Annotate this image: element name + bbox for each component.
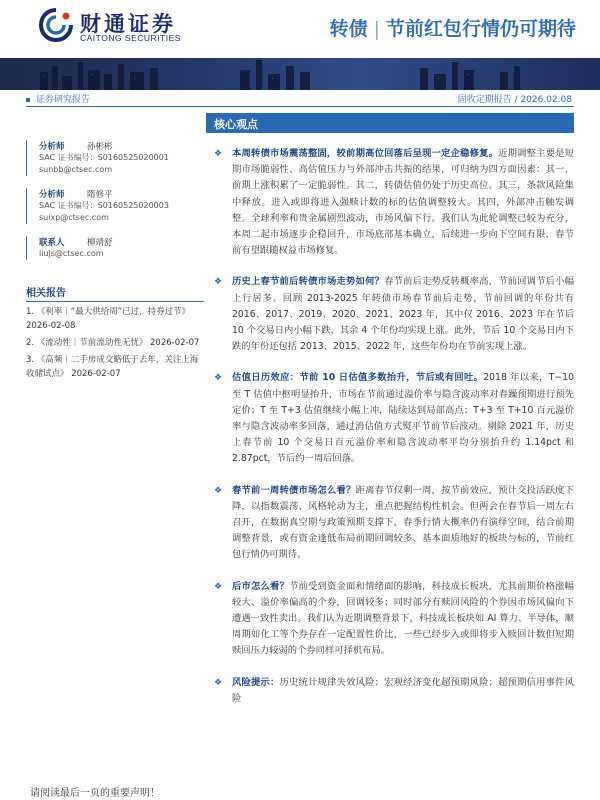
title-separator: |	[373, 18, 380, 40]
paragraph-lead: 估值日历效应：节前 10 日估值多数抬升，节后或有回吐。	[232, 372, 484, 384]
core-views-body	[214, 146, 574, 722]
diamond-bullet-icon: ❖	[214, 677, 223, 688]
skyline-icon	[0, 58, 600, 90]
core-views-header	[206, 113, 574, 133]
analyst-role: 分析师	[39, 190, 65, 200]
report-type: 证券研究报告	[26, 92, 90, 105]
disclaimer-note: 请阅读最后一页的重要声明！	[30, 788, 160, 799]
paragraph-text: 春节前后走势反转概率高，节前回调节后小幅上行居多。回顾 2013-2025 年转债市场春节前后走势，节前回调的年份共有 2016、2017、2019、2020、2021、2023 年，其中仅 2016、2023 年在节后 10 个交易日内小幅下跌，其余 4 个年份均实现上涨。此外，节后 10 个交易日内下跌的年份还包括 2013、2015、2022 年，这些年份均在节前实现上涨。	[232, 276, 574, 353]
report-info: 固收定期报告 / 2026.02.08	[457, 95, 572, 105]
diamond-bullet-icon: ❖	[214, 149, 223, 159]
diamond-bullet-icon: ❖	[214, 277, 223, 288]
paragraph-text: 历史统计规律失效风险；宏观经济变化超预期风险；超预期信用事件风险	[232, 676, 574, 704]
view-paragraph	[214, 579, 574, 660]
report-subbar	[0, 92, 600, 106]
diamond-bullet-icon: ❖	[214, 581, 223, 592]
contact-name: 柳靖舒	[87, 238, 113, 248]
contact-role: 联系人	[39, 238, 65, 248]
view-paragraph	[214, 483, 574, 564]
diamond-bullet-icon: ❖	[214, 373, 223, 384]
report-header	[0, 0, 600, 108]
analyst-role: 分析师	[39, 142, 65, 152]
view-paragraph	[214, 274, 574, 355]
paragraph-text: 节前受到资金面和情绪面的影响，科技成长板块，尤其前期价格涨幅较大、溢价率偏高的个券，回调较多；同时部分有赎回风险的个券因市场风偏向下遭遇一致性卖出。我们认为近期调整背景下，科技成长板块如 AI 算力、半导体，顺周期如化工等个券存在一定配置性价比，一些已经步入或即将步入赎回计数但短期赎回压力较弱的个券同样可择机布局。	[232, 580, 574, 657]
analyst-cert: SAC 证书编号：S0160525020001	[39, 153, 169, 162]
analyst-name: 隋修平	[87, 190, 113, 200]
report-title	[330, 14, 576, 41]
title-main: 节前红包行情仍可期待	[385, 18, 576, 40]
logo-chinese: 财通证券	[80, 12, 176, 36]
city-banner	[0, 58, 600, 90]
title-category: 转债	[329, 18, 368, 40]
related-report-link[interactable]: 1. 《利率｜“最大供给周”已过，持券过节》 2026-02-08	[26, 307, 191, 331]
paragraph-lead: 风险提示：	[232, 676, 280, 688]
paragraph-text: 距离春节仅剩一周，按节前效应，预计交投活跃度下降，以指数震荡、风格轮动为主，重点把握结构性机会。但两会在春节后一周左右召开，在数据真空期与政策预期支撑下，春季行情大概率仍有演绎空间，结合前期调整背景，或有资金逢低布局前期回调较多、基本面质地好的板块与标的，节前红包行情仍可期待。	[232, 484, 574, 561]
analyst-email[interactable]: suixp@ctsec.com	[39, 213, 109, 222]
related-report-link[interactable]: 2. 《流动性｜节前流动性无忧》 2026-02-07	[26, 338, 200, 348]
logo-mark-icon	[38, 8, 74, 42]
analyst-name: 孙彬彬	[87, 142, 113, 152]
contact-card	[26, 236, 204, 260]
paragraph-text: 2018 年以来，T−10 至 T 估值中枢明显抬升，市场在节前通过溢价率与隐含波动率对春躁预期进行预先定价；T 至 T+3 估值继续小幅上冲，陆续达到局部高点；T+3 至 T+10 百元溢价率与隐含波动率多回落，通过消估值方式熨平节前节后波动。剔除 2021 年，历史上春节前 10 个交易日百元溢价率和隐含波动率平均分别抬升约 1.14pct 和 2.87pct，节后约一周后回落。	[232, 372, 574, 465]
analyst-card	[26, 188, 204, 224]
analyst-cert: SAC 证书编号：S0160525020003	[39, 201, 169, 210]
paragraph-text: 近期调整主要是短期市场脆弱性、高估值压力与外部冲击共振的结果，可归纳为四方面因素：其一，前期上涨积累了一定脆弱性。其二，转债估值仍处于历史高位。其三，条款风险集中释放。进入或即将进入强赎计数的标的估值调整较大。其四，外部冲击触发调整。全球利率和贵金属剧烈波动，市场风偏下行。我们认为此轮调整已较为充分，本周二起市场逐步企稳回升，市场底部基本确立，后续进一步向下空间有限，春节前有望跟随权益市场修复。	[232, 148, 574, 257]
view-paragraph	[214, 146, 574, 259]
related-reports-title: 相关报告	[26, 284, 204, 302]
view-paragraph	[214, 370, 574, 467]
logo	[38, 6, 188, 46]
core-views-title: 核心观点	[214, 118, 258, 131]
paragraph-lead: 本周转债市场震荡整固，较前期高位回落后呈现一定企稳修复。	[232, 148, 499, 159]
contact-email[interactable]: liujs@ctsec.com	[39, 249, 104, 258]
header-rule	[26, 106, 574, 107]
paragraph-lead: 历史上春节前后转债市场走势如何？	[232, 276, 385, 288]
logo-english: CAITONG SECURITIES	[80, 33, 181, 43]
paragraph-lead: 春节前一周转债市场怎么看？	[232, 484, 356, 496]
diamond-bullet-icon: ❖	[214, 485, 223, 496]
related-report-link[interactable]: 3. 《高频｜二手房成交略低于去年，关注上海收储试点》 2026-02-07	[26, 355, 199, 379]
analyst-card	[26, 140, 204, 176]
view-paragraph	[214, 675, 574, 707]
analyst-email[interactable]: sunbb@ctsec.com	[39, 165, 113, 174]
paragraph-lead: 后市怎么看？	[232, 580, 290, 592]
sidebar	[26, 140, 204, 381]
